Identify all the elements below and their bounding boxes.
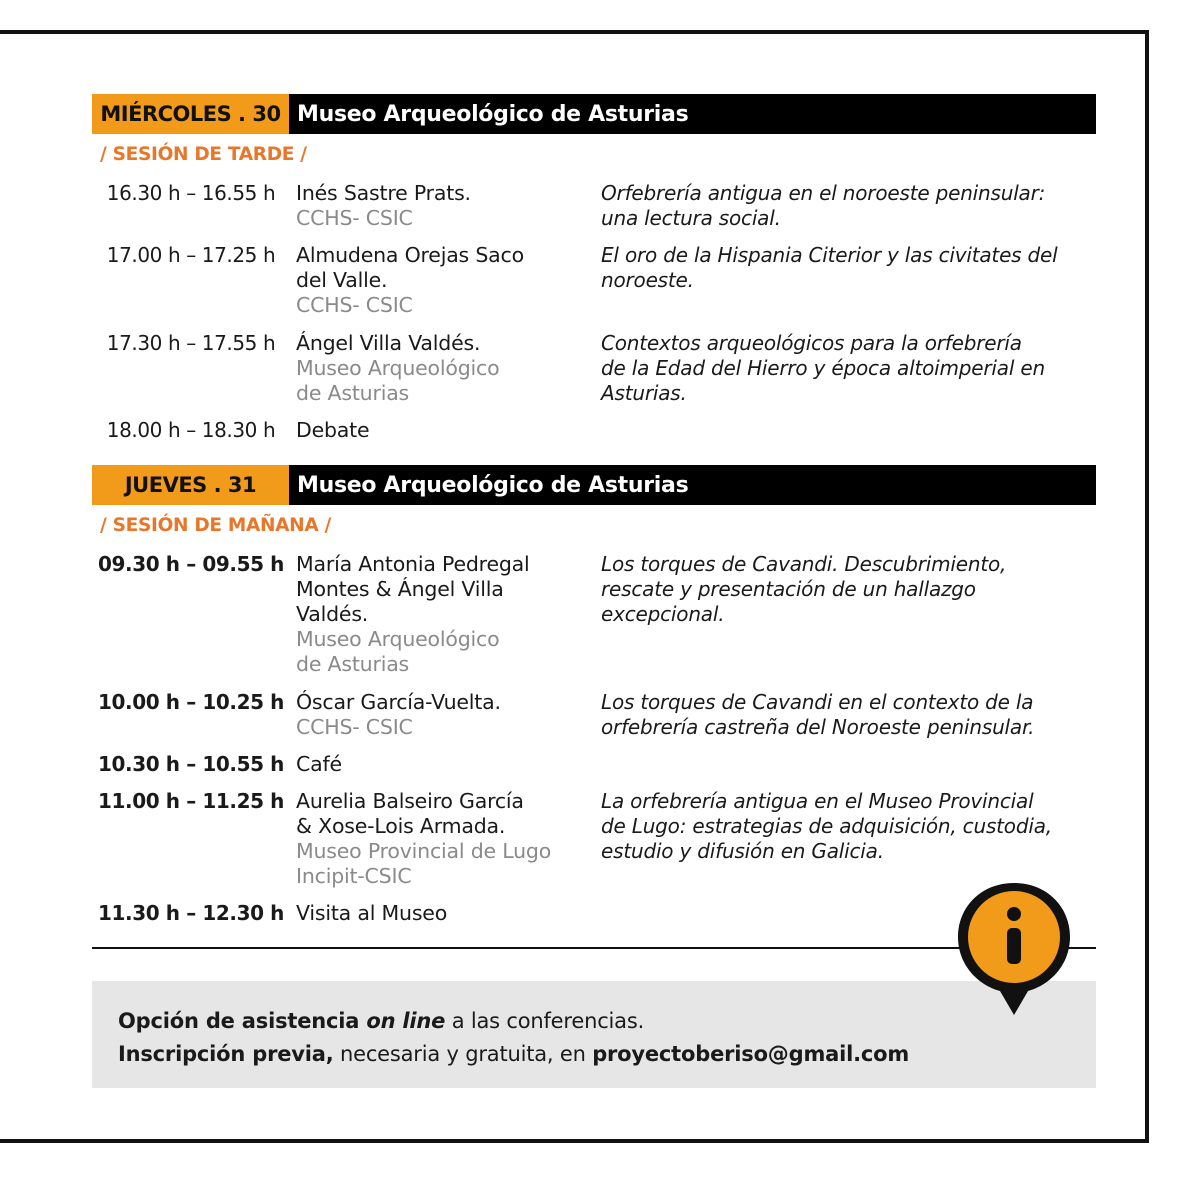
session-title: / SESIÓN DE TARDE / — [100, 144, 307, 165]
row-topic — [601, 789, 1096, 864]
session-title: / SESIÓN DE MAÑANA / — [100, 515, 331, 536]
topic-line: Orfebrería antigua en el noroeste peninsular: — [601, 181, 1046, 205]
speaker-affiliation: de Asturias — [296, 381, 410, 405]
speaker-name: Ángel Villa Valdés. — [296, 331, 481, 355]
speaker-name: Debate — [296, 418, 370, 442]
speaker-affiliation: CCHS- CSIC — [296, 293, 413, 317]
info-italic: on line — [366, 1009, 446, 1033]
day-header-thursday — [92, 465, 1096, 505]
speaker-affiliation: CCHS- CSIC — [296, 715, 413, 739]
row-time: 10.00 h – 10.25 h — [97, 690, 285, 714]
speaker-name: del Valle. — [296, 268, 388, 292]
topic-line: estudio y difusión en Galicia. — [601, 839, 884, 863]
row-time: 18.00 h – 18.30 h — [106, 418, 276, 442]
speaker-name: Café — [296, 752, 342, 776]
speaker-name: Almudena Orejas Saco — [296, 243, 524, 267]
info-pin-icon — [952, 877, 1076, 1019]
topic-line: Contextos arqueológicos para la orfebrería — [601, 331, 1022, 355]
topic-line: de la Edad del Hierro y época altoimperial en — [601, 356, 1045, 380]
info-text: necesaria y gratuita, en — [333, 1042, 593, 1066]
row-topic — [601, 243, 1096, 293]
speaker-affiliation: CCHS- CSIC — [296, 206, 413, 230]
row-time: 17.30 h – 17.55 h — [106, 331, 276, 355]
contact-email[interactable]: proyectoberiso@gmail.com — [592, 1042, 910, 1066]
row-topic — [601, 331, 1096, 406]
speaker-name: Aurelia Balseiro García — [296, 789, 524, 813]
speaker-name: Valdés. — [296, 602, 369, 626]
row-speaker — [296, 418, 586, 443]
topic-line: noroeste. — [601, 268, 694, 292]
info-bold: Inscripción previa, — [118, 1042, 334, 1066]
topic-line: Los torques de Cavandi en el contexto de la — [601, 690, 1034, 714]
day-label: JUEVES . 31 — [92, 465, 289, 505]
info-text: a las conferencias. — [445, 1009, 645, 1033]
row-time: 16.30 h – 16.55 h — [106, 181, 276, 205]
topic-line: Los torques de Cavandi. Descubrimiento, — [601, 552, 1007, 576]
row-time: 09.30 h – 09.55 h — [97, 552, 285, 576]
speaker-name: & Xose-Lois Armada. — [296, 814, 506, 838]
topic-line: La orfebrería antigua en el Museo Provincial — [601, 789, 1034, 813]
topic-line: rescate y presentación de un hallazgo — [601, 577, 976, 601]
attendance-info-box — [92, 981, 1096, 1088]
topic-line: El oro de la Hispania Citerior y las civitates del — [601, 243, 1058, 267]
speaker-affiliation: de Asturias — [296, 652, 410, 676]
row-speaker — [296, 181, 586, 231]
row-topic — [601, 552, 1096, 627]
speaker-name: Visita al Museo — [296, 901, 448, 925]
info-line-online — [118, 1005, 1070, 1038]
day-venue: Museo Arqueológico de Asturias — [289, 94, 1096, 134]
day-label: MIÉRCOLES . 30 — [92, 94, 289, 134]
topic-line: orfebrería castreña del Noroeste peninsular. — [601, 715, 1035, 739]
row-time: 11.00 h – 11.25 h — [97, 789, 285, 813]
row-speaker — [296, 752, 586, 777]
topic-line: una lectura social. — [601, 206, 781, 230]
row-speaker — [296, 690, 586, 740]
speaker-name: Óscar García-Vuelta. — [296, 690, 501, 714]
speaker-name: Inés Sastre Prats. — [296, 181, 471, 205]
info-line-registration — [118, 1038, 1070, 1071]
speaker-name: Montes & Ángel Villa — [296, 577, 504, 601]
row-speaker — [296, 243, 586, 318]
row-time: 10.30 h – 10.55 h — [97, 752, 285, 776]
row-topic — [601, 690, 1096, 740]
divider — [92, 947, 1096, 949]
info-bold: Opción de asistencia — [118, 1009, 367, 1033]
topic-line: de Lugo: estrategias de adquisición, custodia, — [601, 814, 1052, 838]
row-speaker — [296, 331, 586, 406]
row-topic — [601, 181, 1096, 231]
day-header-wednesday — [92, 94, 1096, 134]
topic-line: Asturias. — [601, 381, 687, 405]
speaker-affiliation: Museo Provincial de Lugo — [296, 839, 552, 863]
speaker-name: María Antonia Pedregal — [296, 552, 530, 576]
row-speaker — [296, 552, 586, 677]
day-venue: Museo Arqueológico de Asturias — [289, 465, 1096, 505]
row-speaker — [296, 789, 586, 889]
row-speaker — [296, 901, 586, 926]
speaker-affiliation: Museo Arqueológico — [296, 356, 500, 380]
row-time: 17.00 h – 17.25 h — [106, 243, 276, 267]
speaker-affiliation: Museo Arqueológico — [296, 627, 500, 651]
row-time: 11.30 h – 12.30 h — [97, 901, 285, 925]
topic-line: excepcional. — [601, 602, 725, 626]
speaker-affiliation: Incipit-CSIC — [296, 864, 412, 888]
